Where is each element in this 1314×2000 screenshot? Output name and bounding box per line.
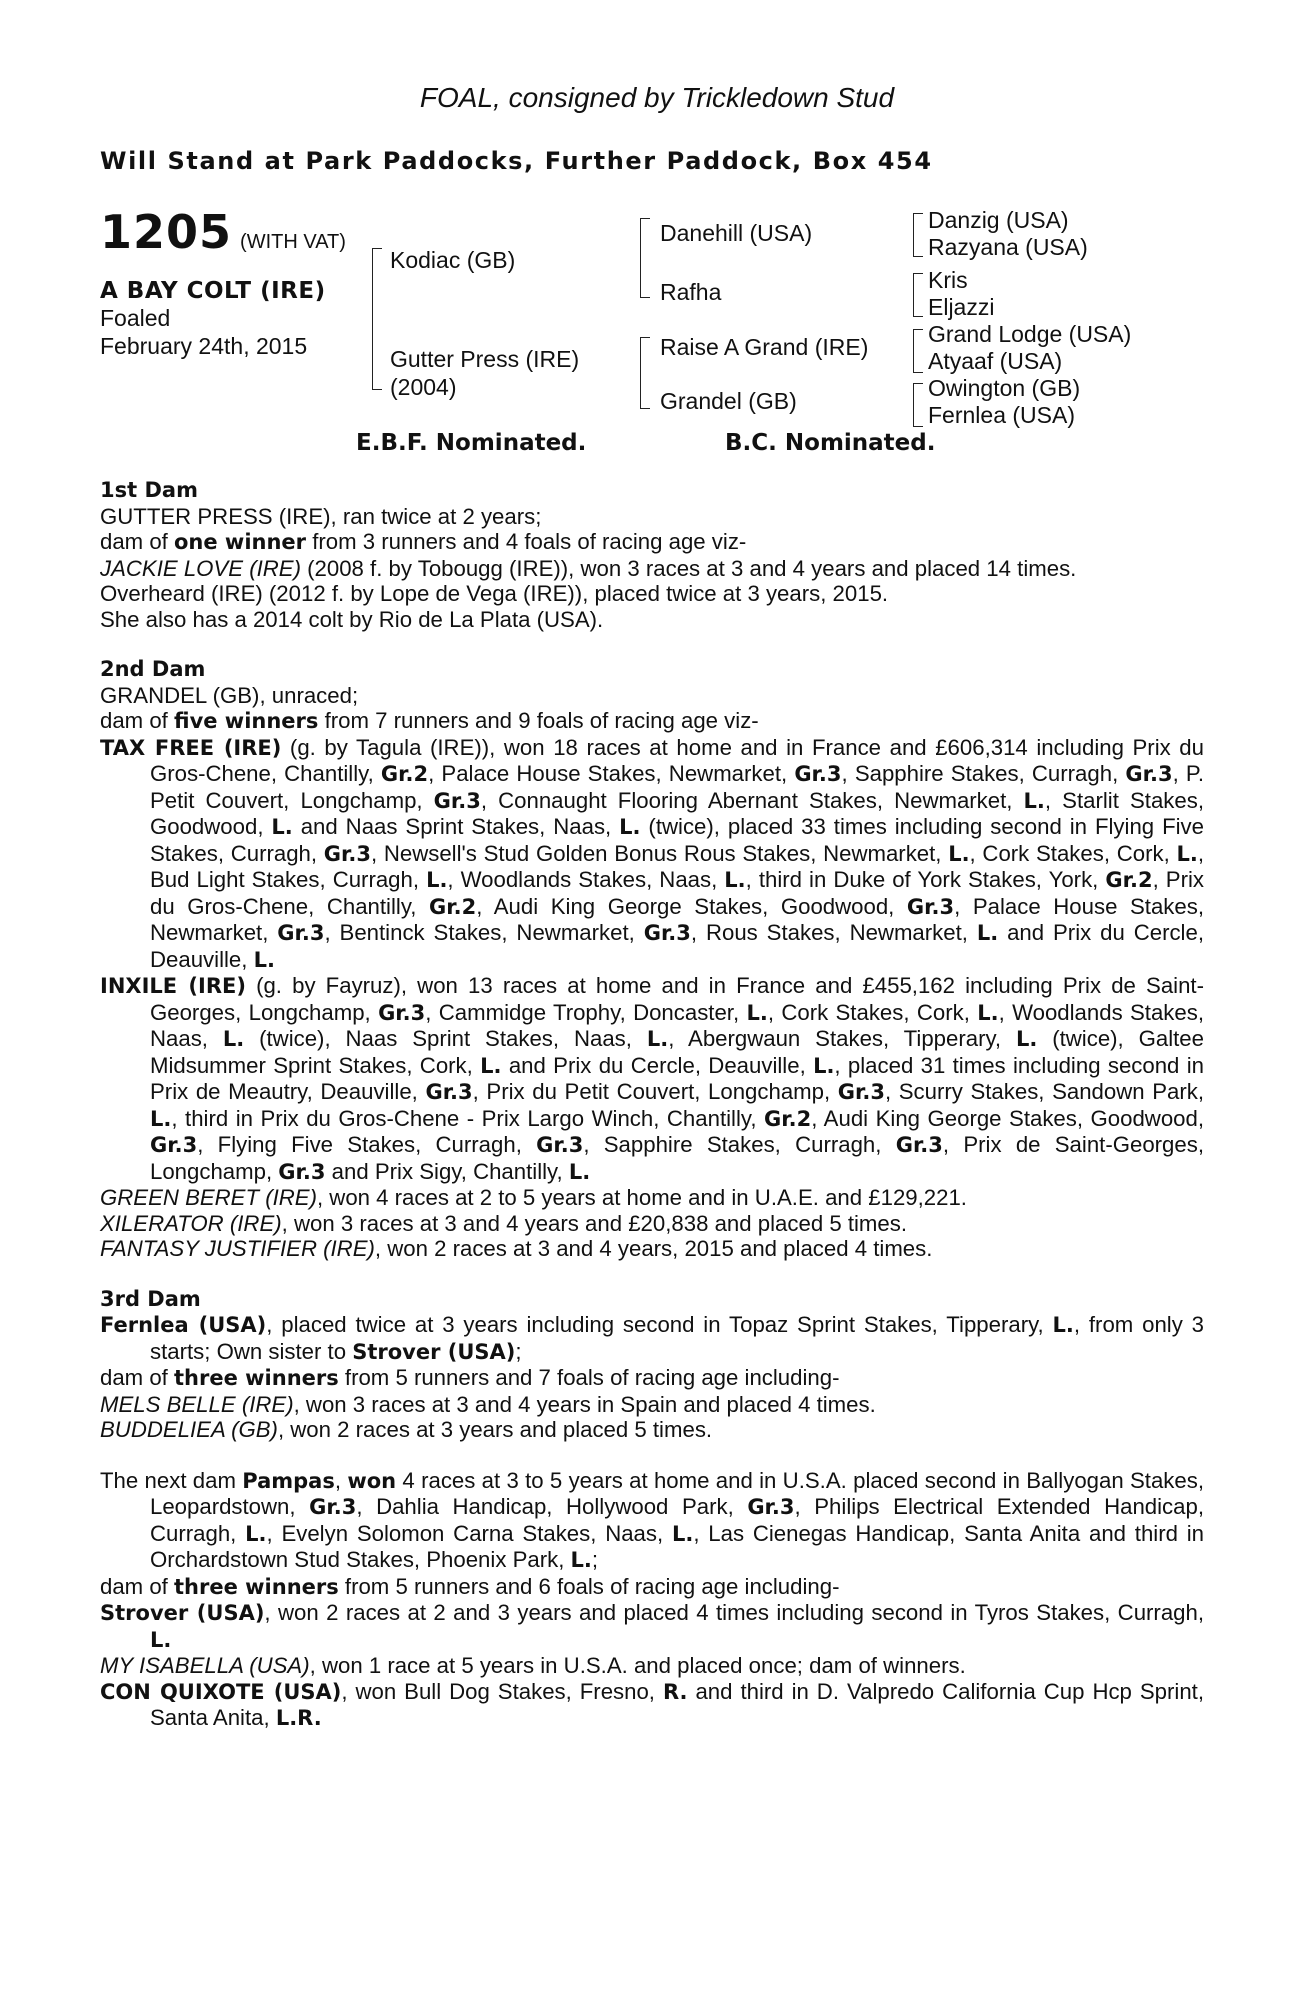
next-dam-produce-line: dam of three winners from 5 runners and 6 foals of racing age including- [100,1573,840,1599]
progeny-entry: XILERATOR (IRE), won 3 races at 3 and 4 years and £20,838 and placed 5 times. [100,1210,907,1236]
lot-number: 1205 [100,205,233,259]
dam-dam: Grandel (GB) [660,388,797,414]
foaled-label: Foaled [100,305,171,331]
stand-location: Will Stand at Park Paddocks, Further Paddock, Box 454 [100,147,933,175]
progeny-entry: GREEN BERET (IRE), won 4 races at 2 to 5 years at home and in U.A.E. and £129,221. [100,1185,967,1210]
dam-year: (2004) [390,374,457,400]
progeny-entry: TAX FREE (IRE) (g. by Tagula (IRE)), won 18 races at home and in France and £606,314 including Prix du Gros-Chene, Chantilly, Gr.2, Palace House Stakes, Newmarket, Gr.3, Sapphire Stakes, Curragh, Gr.3, P. Petit Couvert, Longchamp, Gr.3, Connaught Flooring Abernant Stakes, Newmarket, L., Starlit Stakes, Goodwood, L. and Naas Sprint Stakes, Naas, L. (twice), placed 33 times including second in Flying Five Stakes, Curragh, Gr.3, Newsell's Stud Golden Bonus Rous Stakes, Newmarket, L., Cork Stakes, Cork, L., Bud Light Stakes, Curragh, L., Woodlands Stakes, Naas, L., third in Duke of York Stakes, York, Gr.2, Prix du Gros-Chene, Chantilly, Gr.2, Audi King George Stakes, Goodwood, Gr.3, Palace House Stakes, Newmarket, Gr.3, Bentinck Stakes, Newmarket, Gr.3, Rous Stakes, Newmarket, L. and Prix du Cercle, Deauville, L. [100,734,1204,972]
first-dam-heading: 1st Dam [100,478,198,502]
progeny-entry: CON QUIXOTE (USA), won Bull Dog Stakes, Fresno, R. and third in D. Valpredo California Cup Hcp Sprint, Santa Anita, L.R. [100,1678,1204,1730]
dam-sire: Raise A Grand (IRE) [660,334,869,360]
progeny-entry: MY ISABELLA (USA), won 1 race at 5 years in U.S.A. and placed once; dam of winners. [100,1653,966,1678]
first-dam-note: She also has a 2014 colt by Rio de La Plata (USA). [100,606,604,632]
first-dam-line: GUTTER PRESS (IRE), ran twice at 2 years; [100,503,542,529]
sdd: Eljazzi [928,294,995,320]
pedigree-brace [640,218,650,298]
ssd: Razyana (USA) [928,234,1088,260]
sire-sire: Danehill (USA) [660,220,813,246]
consignor-heading: FOAL, consigned by Trickledown Stud [419,82,895,113]
progeny-entry: MELS BELLE (IRE), won 3 races at 3 and 4 years in Spain and placed 4 times. [100,1391,876,1417]
third-dam-heading: 3rd Dam [100,1286,201,1311]
progeny-entry: BUDDELIEA (GB), won 2 races at 3 years and placed 5 times. [100,1417,713,1442]
ebf-nominated: E.B.F. Nominated. [356,430,587,456]
pedigree-brace [913,213,923,257]
lot-number-block [100,205,346,259]
next-dam-paragraph: The next dam Pampas, won 4 races at 3 to 5 years at home and in U.S.A. placed second in Ballyogan Stakes, Leopardstown, Gr.3, Dahlia Handicap, Hollywood Park, Gr.3, Philips Electrical Extended Handicap, Curragh, L., Evelyn Solomon Carna Stakes, Naas, L., Las Cienegas Handicap, Santa Anita and third in Orchardstown Stud Stakes, Phoenix Park, L.; [100,1467,1205,1572]
progeny-entry: FANTASY JUSTIFIER (IRE), won 2 races at 3 and 4 years, 2015 and placed 4 times. [100,1236,933,1261]
lot-title: A BAY COLT (IRE) [100,278,326,304]
dsd: Atyaaf (USA) [928,348,1063,374]
sire: Kodiac (GB) [390,247,516,273]
vat-label: (WITH VAT) [240,231,346,253]
pedigree-brace [372,248,382,390]
progeny-entry: INXILE (IRE) (g. by Fayruz), won 13 races at home and in France and £455,162 including Prix de Saint-Georges, Longchamp, Gr.3, Cammidge Trophy, Doncaster, L., Cork Stakes, Cork, L., Woodlands Stakes, Naas, L. (twice), Naas Sprint Stakes, Naas, L., Abergwaun Stakes, Tipperary, L. (twice), Galtee Midsummer Sprint Stakes, Cork, L. and Prix du Cercle, Deauville, L., placed 31 times including second in Prix de Meautry, Deauville, Gr.3, Prix du Petit Couvert, Longchamp, Gr.3, Scurry Stakes, Sandown Park, L., third in Prix du Gros-Chene - Prix Largo Winch, Chantilly, Gr.2, Audi King George Stakes, Goodwood, Gr.3, Flying Five Stakes, Curragh, Gr.3, Sapphire Stakes, Curragh, Gr.3, Prix de Saint-Georges, Longchamp, Gr.3 and Prix Sigy, Chantilly, L. [100,973,1205,1184]
dam-name: Gutter Press (IRE) [390,346,580,372]
sire-dam: Rafha [660,279,722,305]
pedigree-brace [913,273,923,317]
pedigree-brace [640,337,650,409]
foaled-date: February 24th, 2015 [100,333,308,359]
ddd: Fernlea (USA) [928,402,1075,428]
first-dam-produce-line: dam of one winner from 3 runners and 4 foals of racing age viz- [100,529,747,554]
sss: Danzig (USA) [928,207,1069,233]
bc-nominated: B.C. Nominated. [725,430,936,456]
sds: Kris [928,267,968,293]
third-dam-produce-line: dam of three winners from 5 runners and 7 foals of racing age including- [100,1365,840,1390]
second-dam-heading: 2nd Dam [100,657,206,681]
pedigree-brace [913,383,923,427]
catalogue-body [100,478,1204,1732]
progeny-entry: Overheard (IRE) (2012 f. by Lope de Vega (IRE)), placed twice at 3 years, 2015. [100,581,889,606]
third-dam-line: Fernlea (USA), placed twice at 3 years including second in Topaz Sprint Stakes, Tipperary, L., from only 3 starts; Own sister to Strover (USA); [100,1312,1204,1364]
second-dam-produce-line: dam of five winners from 7 runners and 9 foals of racing age viz- [100,708,759,733]
second-dam-line: GRANDEL (GB), unraced; [100,682,359,708]
progeny-entry: JACKIE LOVE (IRE) (2008 f. by Tobougg (IRE)), won 3 races at 3 and 4 years and placed 14 times. [100,555,1077,581]
dss: Grand Lodge (USA) [928,321,1132,347]
dds: Owington (GB) [928,375,1081,401]
progeny-entry: Strover (USA), won 2 races at 2 and 3 years and placed 4 times including second in Tyros Stakes, Curragh, L. [100,1600,1205,1652]
pedigree-brace [913,329,923,373]
